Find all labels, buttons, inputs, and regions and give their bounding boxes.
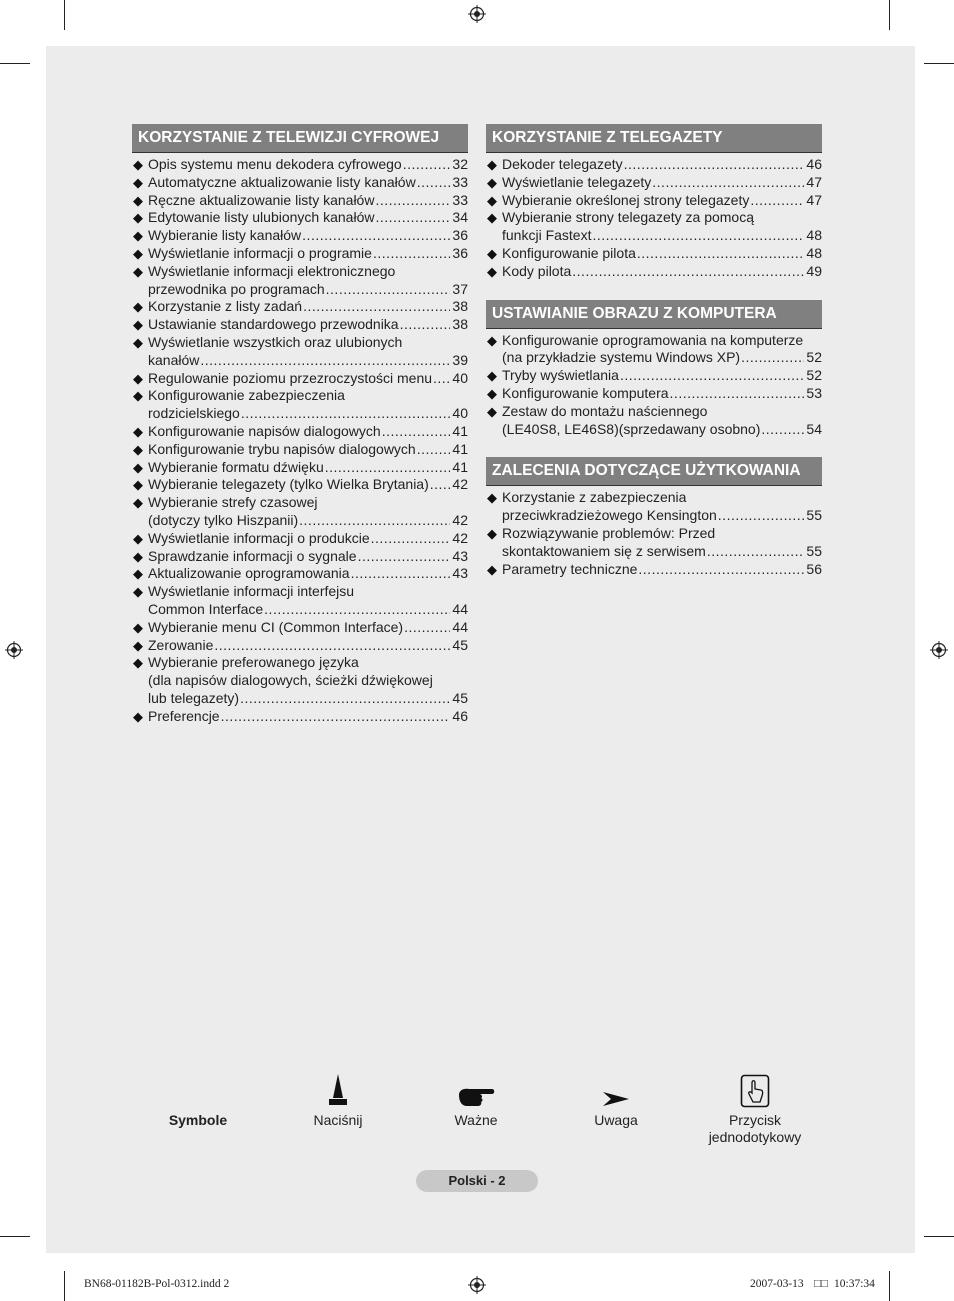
toc-entry-text: Edytowanie listy ulubionych kanałów (148, 209, 375, 226)
toc-entry[interactable] (132, 476, 468, 494)
dot-leader (741, 349, 804, 367)
dot-leader (403, 156, 450, 174)
symbols-legend (130, 1070, 830, 1160)
toc-entry-text: Konfigurowanie trybu napisów dialogowych (148, 440, 416, 457)
diamond-bullet-icon: ◆ (487, 263, 497, 279)
toc-entry-text: Opis systemu menu dekodera cyfrowego (148, 156, 402, 172)
dot-leader (400, 316, 450, 334)
toc-entry[interactable] (486, 403, 822, 439)
dot-leader (325, 459, 450, 477)
toc-entry-text: Kody pilota (502, 262, 572, 279)
toc-page-number: 45 (452, 636, 468, 653)
toc-entry-text: Konfigurowanie napisów dialogowych (148, 422, 381, 439)
toc-page-number: 41 (452, 458, 468, 475)
toc-entry[interactable] (486, 561, 822, 579)
diamond-bullet-icon: ◆ (133, 655, 143, 671)
toc-entry-text: Zerowanie (148, 636, 214, 653)
dot-leader (214, 637, 450, 655)
diamond-bullet-icon: ◆ (487, 403, 497, 419)
toc-page-number: 52 (806, 367, 822, 384)
crop-mark (0, 63, 30, 64)
toc-entry-text: Wybieranie formatu dźwięku (148, 458, 324, 475)
diamond-bullet-icon: ◆ (133, 192, 143, 208)
section-title: KORZYSTANIE Z TELEWIZJI CYFROWEJ (132, 124, 468, 153)
symbol-press (298, 1070, 378, 1129)
toc-entry[interactable] (486, 209, 822, 245)
diamond-bullet-icon: ◆ (487, 368, 497, 384)
toc-entry-text: przeciwkradzieżowego Kensington (502, 507, 717, 524)
section-title: KORZYSTANIE Z TELEGAZETY (486, 124, 822, 153)
dot-leader (299, 512, 450, 530)
dot-leader (761, 421, 804, 439)
diamond-bullet-icon: ◆ (133, 584, 143, 600)
diamond-bullet-icon: ◆ (133, 263, 143, 279)
dot-leader (221, 708, 450, 726)
registration-mark-icon (930, 641, 948, 659)
note-label: Uwaga (594, 1112, 638, 1128)
toc-entry-text: Korzystanie z zabezpieczenia (502, 489, 687, 506)
toc-entry-text: lub telegazety) (148, 689, 240, 706)
toc-entry-text: funkcji Fastext (502, 227, 592, 244)
dot-leader (373, 245, 450, 263)
toc-entry-text: Konfigurowanie pilota (502, 244, 636, 261)
toc-entry[interactable] (132, 423, 468, 441)
important-label: Ważne (454, 1112, 498, 1128)
toc-page-number: 55 (806, 507, 822, 524)
toc-entry-text: (LE40S8, LE46S8)(sprzedawany osobno) (502, 420, 761, 437)
toc-entry-text: Wybieranie preferowanego języka (148, 654, 359, 671)
diamond-bullet-icon: ◆ (133, 317, 143, 333)
toc-page-number: 52 (806, 349, 822, 366)
dot-leader (303, 298, 450, 316)
toc-entry-text: Ręczne aktualizowanie listy kanałów (148, 191, 375, 208)
dot-leader (718, 507, 804, 525)
toc-entry[interactable] (132, 245, 468, 263)
toc-entry[interactable] (132, 387, 468, 423)
toc-entry[interactable] (486, 367, 822, 385)
toc-entry-text: Konfigurowanie zabezpieczenia (148, 387, 345, 404)
diamond-bullet-icon: ◆ (133, 548, 143, 564)
toc-entry-text: Automatyczne aktualizowanie listy kanałów (148, 173, 416, 190)
page-number-badge: Polski - 2 (416, 1170, 538, 1192)
toc-entry[interactable] (132, 619, 468, 637)
toc-entry-text: Wyświetlanie informacji o produkcie (148, 529, 370, 546)
dot-leader (433, 370, 450, 388)
toc-entry[interactable] (132, 370, 468, 388)
toc-entry-text: Wyświetlanie informacji o programie (148, 244, 372, 261)
press-icon (298, 1070, 378, 1108)
crop-mark (64, 0, 65, 30)
toc-section (486, 124, 822, 281)
toc-page-number: 40 (452, 405, 468, 422)
toc-entry[interactable] (132, 334, 468, 370)
toc-entry-text: Wybieranie określonej strony telegazety (502, 191, 750, 208)
toc-entry[interactable] (132, 192, 468, 210)
one-touch-label-2: jednodotykowy (708, 1129, 802, 1145)
diamond-bullet-icon: ◆ (487, 210, 497, 226)
crop-mark (924, 1236, 954, 1237)
one-touch-button-icon (695, 1070, 815, 1108)
toc-entry-text: Aktualizowanie oprogramowania (148, 565, 350, 582)
toc-entry-text: Preferencje (148, 707, 220, 724)
diamond-bullet-icon: ◆ (133, 157, 143, 172)
registration-mark-icon (468, 5, 486, 23)
toc-entry[interactable] (132, 583, 468, 619)
toc-page-number: 48 (806, 244, 822, 261)
toc-section (132, 124, 468, 726)
diamond-bullet-icon: ◆ (133, 566, 143, 582)
toc-page-number: 41 (452, 440, 468, 457)
dot-leader (417, 441, 450, 459)
diamond-bullet-icon: ◆ (133, 459, 143, 475)
toc-entry-text: Regulowanie poziomu przezroczystości menu (148, 369, 433, 386)
diamond-bullet-icon: ◆ (133, 495, 143, 511)
section-title: ZALECENIA DOTYCZĄCE UŻYTKOWANIA (486, 457, 822, 486)
toc-page-number: 42 (452, 511, 468, 528)
toc-page-number: 36 (452, 227, 468, 244)
diamond-bullet-icon: ◆ (487, 525, 497, 541)
symbols-heading: Symbole (168, 1112, 228, 1128)
toc-page-number: 43 (452, 547, 468, 564)
toc-page-number: 46 (806, 156, 822, 172)
diamond-bullet-icon: ◆ (487, 561, 497, 577)
diamond-bullet-icon: ◆ (133, 637, 143, 653)
toc-entry[interactable] (486, 385, 822, 403)
toc-entry-text: (dotyczy tylko Hiszpanii) (148, 511, 299, 528)
dot-leader (358, 548, 450, 566)
toc-page-number: 54 (806, 420, 822, 437)
toc-page-number: 40 (452, 369, 468, 386)
toc-page-number: 41 (452, 422, 468, 439)
toc-entry[interactable] (486, 489, 822, 525)
toc-entry[interactable] (132, 156, 468, 174)
toc-entry-text: Wyświetlanie telegazety (502, 173, 652, 190)
toc-page-number: 45 (452, 689, 468, 706)
dot-leader (624, 156, 804, 174)
toc-entry-text: Wybieranie listy kanałów (148, 227, 302, 244)
section-title: USTAWIANIE OBRAZU Z KOMPUTERA (486, 300, 822, 329)
toc-entry-text: Parametry techniczne (502, 560, 638, 577)
toc-entry[interactable] (132, 209, 468, 227)
symbol-one-touch (695, 1070, 815, 1146)
toc-entry[interactable] (132, 548, 468, 566)
toc-entry[interactable] (486, 174, 822, 192)
dot-leader (670, 385, 804, 403)
toc-entry[interactable] (132, 174, 468, 192)
registration-mark-icon (5, 641, 23, 659)
toc-entry-text: Common Interface (148, 600, 264, 617)
toc-page-number: 49 (806, 262, 822, 279)
toc-page-number: 37 (452, 280, 468, 297)
toc-page-number: 44 (452, 618, 468, 635)
dot-leader (430, 476, 450, 494)
diamond-bullet-icon: ◆ (133, 708, 143, 724)
toc-entry-text: skontaktowaniem się z serwisem (502, 542, 706, 559)
dot-leader (638, 561, 804, 579)
crop-mark (924, 63, 954, 64)
diamond-bullet-icon: ◆ (133, 619, 143, 635)
slug-file: BN68-01182B-Pol-0312.indd 2 (84, 1278, 230, 1290)
toc-entry[interactable] (132, 494, 468, 530)
symbol-important (436, 1070, 516, 1129)
diamond-bullet-icon: ◆ (133, 174, 143, 190)
toc-entry-text: Wyświetlanie wszystkich oraz ulubionych (148, 333, 403, 350)
diamond-bullet-icon: ◆ (487, 192, 497, 208)
toc-page-number: 38 (452, 316, 468, 333)
toc-entry[interactable] (132, 441, 468, 459)
dot-leader (375, 209, 450, 227)
registration-mark-icon (468, 1276, 486, 1294)
toc-entry-text: Ustawianie standardowego przewodnika (148, 316, 399, 333)
dot-leader (620, 367, 804, 385)
dot-leader (707, 543, 804, 561)
dot-leader (200, 352, 450, 370)
toc-page-number: 48 (806, 227, 822, 244)
toc-entry[interactable] (132, 227, 468, 245)
dot-leader (351, 565, 450, 583)
toc-entry-text: Wybieranie menu CI (Common Interface) (148, 618, 404, 635)
dot-leader (652, 174, 804, 192)
diamond-bullet-icon: ◆ (133, 245, 143, 261)
toc-entry-text: Sprawdzanie informacji o sygnale (148, 547, 357, 564)
toc-page-number: 53 (806, 384, 822, 401)
symbol-note (576, 1070, 656, 1129)
diamond-bullet-icon: ◆ (487, 245, 497, 261)
dot-leader (637, 245, 804, 263)
diamond-bullet-icon: ◆ (487, 174, 497, 190)
dot-leader (572, 263, 804, 281)
toc-page-number: 47 (806, 173, 822, 190)
toc-right-column (486, 124, 822, 597)
dot-leader (382, 423, 450, 441)
toc-page-number: 33 (452, 191, 468, 208)
toc-page-number: 38 (452, 298, 468, 315)
toc-page-number: 46 (452, 707, 468, 724)
dot-leader (404, 619, 450, 637)
toc-entry-text: kanałów (148, 351, 200, 368)
diamond-bullet-icon: ◆ (487, 385, 497, 401)
toc-entry-text: Wybieranie strony telegazety za pomocą (502, 209, 754, 226)
slug-date: 2007-03-13 (750, 1278, 804, 1290)
toc-page-number: 56 (806, 560, 822, 577)
toc-entry[interactable] (486, 156, 822, 174)
toc-entry-text: rodzicielskiego (148, 405, 240, 422)
toc-entry-text: Korzystanie z listy zadań (148, 298, 303, 315)
toc-entry-text: Wyświetlanie informacji interfejsu (148, 583, 355, 600)
toc-entry-text: Wybieranie strefy czasowej (148, 494, 318, 511)
toc-entry-text: Dekoder telegazety (502, 156, 623, 172)
toc-entry[interactable] (132, 459, 468, 477)
toc-entry[interactable] (132, 708, 468, 726)
dot-leader (371, 530, 450, 548)
toc-entry[interactable] (132, 316, 468, 334)
dot-leader (302, 227, 450, 245)
diamond-bullet-icon: ◆ (133, 228, 143, 244)
diamond-bullet-icon: ◆ (487, 490, 497, 506)
dot-leader (241, 405, 450, 423)
diamond-bullet-icon: ◆ (487, 157, 497, 172)
toc-page-number: 42 (452, 476, 468, 493)
toc-entry-text: przewodnika po programach (148, 280, 325, 297)
toc-page-number: 42 (452, 529, 468, 546)
dot-leader (240, 690, 450, 708)
toc-entry[interactable] (132, 654, 468, 707)
dot-leader (326, 281, 450, 299)
toc-entry-text: (na przykładzie systemu Windows XP) (502, 349, 741, 366)
toc-entry[interactable] (486, 525, 822, 561)
diamond-bullet-icon: ◆ (133, 530, 143, 546)
crop-mark (889, 1271, 890, 1301)
diamond-bullet-icon: ◆ (133, 423, 143, 439)
toc-page-number: 34 (452, 209, 468, 226)
diamond-bullet-icon: ◆ (133, 370, 143, 386)
toc-left-column (132, 124, 468, 745)
toc-entry-text: Rozwiązywanie problemów: Przed (502, 524, 716, 541)
toc-entry-text: Wyświetlanie informacji elektronicznego (148, 262, 396, 279)
slug-boxes: □□ (814, 1278, 828, 1290)
diamond-bullet-icon: ◆ (487, 332, 497, 348)
toc-entry-text: Zestaw do montażu naściennego (502, 402, 708, 419)
toc-entry-text: (dla napisów dialogowych, ścieżki dźwiękowej (148, 672, 433, 689)
crop-mark (64, 1271, 65, 1301)
toc-section (486, 457, 822, 578)
toc-entry[interactable] (132, 298, 468, 316)
dot-leader (264, 601, 450, 619)
diamond-bullet-icon: ◆ (133, 477, 143, 493)
toc-page-number: 33 (452, 173, 468, 190)
crop-mark (0, 1236, 30, 1237)
toc-page-number: 32 (452, 156, 468, 172)
toc-entry[interactable] (486, 332, 822, 368)
one-touch-label-1: Przycisk (728, 1112, 782, 1128)
toc-entry[interactable] (486, 192, 822, 210)
toc-page-number: 55 (806, 542, 822, 559)
diamond-bullet-icon: ◆ (133, 334, 143, 350)
toc-entry-text: Konfigurowanie komputera (502, 384, 669, 401)
toc-entry[interactable] (132, 565, 468, 583)
dot-leader (375, 192, 450, 210)
toc-entry[interactable] (132, 637, 468, 655)
toc-page-number: 36 (452, 244, 468, 261)
dot-leader (750, 192, 804, 210)
slug-time: 10:37:34 (834, 1278, 875, 1290)
toc-entry[interactable] (132, 530, 468, 548)
toc-entry[interactable] (132, 263, 468, 299)
toc-section (486, 300, 822, 439)
toc-entry-text: Wybieranie telegazety (tylko Wielka Brytania) (148, 476, 429, 493)
toc-page-number: 43 (452, 565, 468, 582)
toc-entry-text: Konfigurowanie oprogramowania na komputerze (502, 331, 804, 348)
dot-leader (417, 174, 450, 192)
press-label: Naciśnij (313, 1112, 363, 1128)
toc-page-number: 39 (452, 351, 468, 368)
diamond-bullet-icon: ◆ (133, 388, 143, 404)
diamond-bullet-icon: ◆ (133, 299, 143, 315)
toc-page-number: 47 (806, 191, 822, 208)
diamond-bullet-icon: ◆ (133, 210, 143, 226)
arrow-icon (576, 1070, 656, 1108)
diamond-bullet-icon: ◆ (133, 441, 143, 457)
pointing-hand-icon (436, 1070, 516, 1108)
toc-page-number: 44 (452, 600, 468, 617)
toc-entry-text: Tryby wyświetlania (502, 367, 619, 384)
toc-entry[interactable] (486, 245, 822, 263)
dot-leader (592, 227, 804, 245)
crop-mark (889, 0, 890, 30)
toc-entry[interactable] (486, 263, 822, 281)
